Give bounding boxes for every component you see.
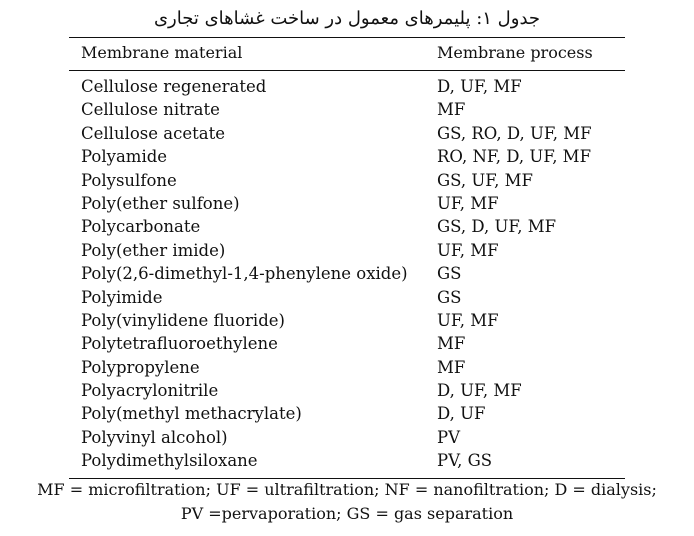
cell-membrane-process: D, UF, MF bbox=[437, 381, 522, 401]
header-membrane-process: Membrane process bbox=[437, 43, 593, 62]
table-row bbox=[0, 426, 694, 449]
cell-membrane-process: GS bbox=[437, 264, 462, 284]
cell-membrane-material: Polycarbonate bbox=[81, 217, 201, 237]
cell-membrane-material: Polypropylene bbox=[81, 357, 200, 377]
cell-membrane-process: UF, MF bbox=[437, 240, 499, 260]
table-row bbox=[0, 122, 694, 145]
footnote-line-2: PV =pervaporation; GS = gas separation bbox=[180, 504, 514, 523]
header-membrane-material: Membrane material bbox=[81, 43, 243, 62]
cell-membrane-material: Cellulose nitrate bbox=[81, 100, 220, 120]
cell-membrane-process: PV, GS bbox=[437, 451, 493, 471]
cell-membrane-process: MF bbox=[437, 100, 466, 120]
cell-membrane-material: Poly(ether imide) bbox=[81, 240, 226, 260]
table-row bbox=[0, 192, 694, 215]
table-row bbox=[0, 449, 694, 472]
cell-membrane-material: Polydimethylsiloxane bbox=[81, 451, 258, 471]
cell-membrane-material: Polyacrylonitrile bbox=[81, 381, 219, 401]
cell-membrane-material: Poly(methyl methacrylate) bbox=[81, 404, 302, 424]
table-row bbox=[0, 286, 694, 309]
cell-membrane-process: GS, UF, MF bbox=[437, 170, 534, 190]
footnote-line-1: MF = microfiltration; UF = ultrafiltration; NF = nanofiltration; D = dialysis; bbox=[37, 480, 657, 499]
table-header-rule bbox=[69, 70, 625, 71]
cell-membrane-process: GS bbox=[437, 287, 462, 307]
cell-membrane-process: MF bbox=[437, 357, 466, 377]
cell-membrane-material: Poly(2,6-dimethyl-1,4-phenylene oxide) bbox=[81, 264, 408, 284]
table-body bbox=[0, 75, 694, 473]
table-bottom-rule bbox=[69, 478, 625, 479]
cell-membrane-process: GS, D, UF, MF bbox=[437, 217, 557, 237]
table-row bbox=[0, 332, 694, 355]
table-row bbox=[0, 309, 694, 332]
cell-membrane-material: Cellulose acetate bbox=[81, 123, 225, 143]
table-row bbox=[0, 262, 694, 285]
cell-membrane-material: Poly(vinylidene fluoride) bbox=[81, 310, 285, 330]
cell-membrane-process: D, UF, MF bbox=[437, 77, 522, 96]
cell-membrane-process: RO, NF, D, UF, MF bbox=[437, 147, 592, 167]
cell-membrane-process: PV bbox=[437, 427, 461, 447]
cell-membrane-process: MF bbox=[437, 334, 466, 354]
cell-membrane-process: D, UF bbox=[437, 404, 486, 424]
cell-membrane-process: UF, MF bbox=[437, 310, 499, 330]
cell-membrane-material: Polyvinyl alcohol) bbox=[81, 427, 228, 447]
table-row bbox=[0, 98, 694, 121]
table-row bbox=[0, 215, 694, 238]
table-row bbox=[0, 169, 694, 192]
cell-membrane-material: Poly(ether sulfone) bbox=[81, 193, 240, 213]
table-row bbox=[0, 75, 694, 98]
cell-membrane-material: Polyamide bbox=[81, 147, 168, 167]
table-caption: جدول ۱: پلیمرهای معمول در ساخت غشاهای تجاری bbox=[153, 8, 541, 29]
table-row bbox=[0, 145, 694, 168]
table-row bbox=[0, 239, 694, 262]
cell-membrane-process: UF, MF bbox=[437, 193, 499, 213]
table-row bbox=[0, 356, 694, 379]
table-row bbox=[0, 379, 694, 402]
cell-membrane-material: Cellulose regenerated bbox=[81, 77, 267, 96]
table-row bbox=[0, 402, 694, 425]
table-top-rule bbox=[69, 37, 625, 38]
cell-membrane-process: GS, RO, D, UF, MF bbox=[437, 123, 592, 143]
cell-membrane-material: Polysulfone bbox=[81, 170, 177, 190]
cell-membrane-material: Polyimide bbox=[81, 287, 163, 307]
cell-membrane-material: Polytetrafluoroethylene bbox=[81, 334, 278, 354]
